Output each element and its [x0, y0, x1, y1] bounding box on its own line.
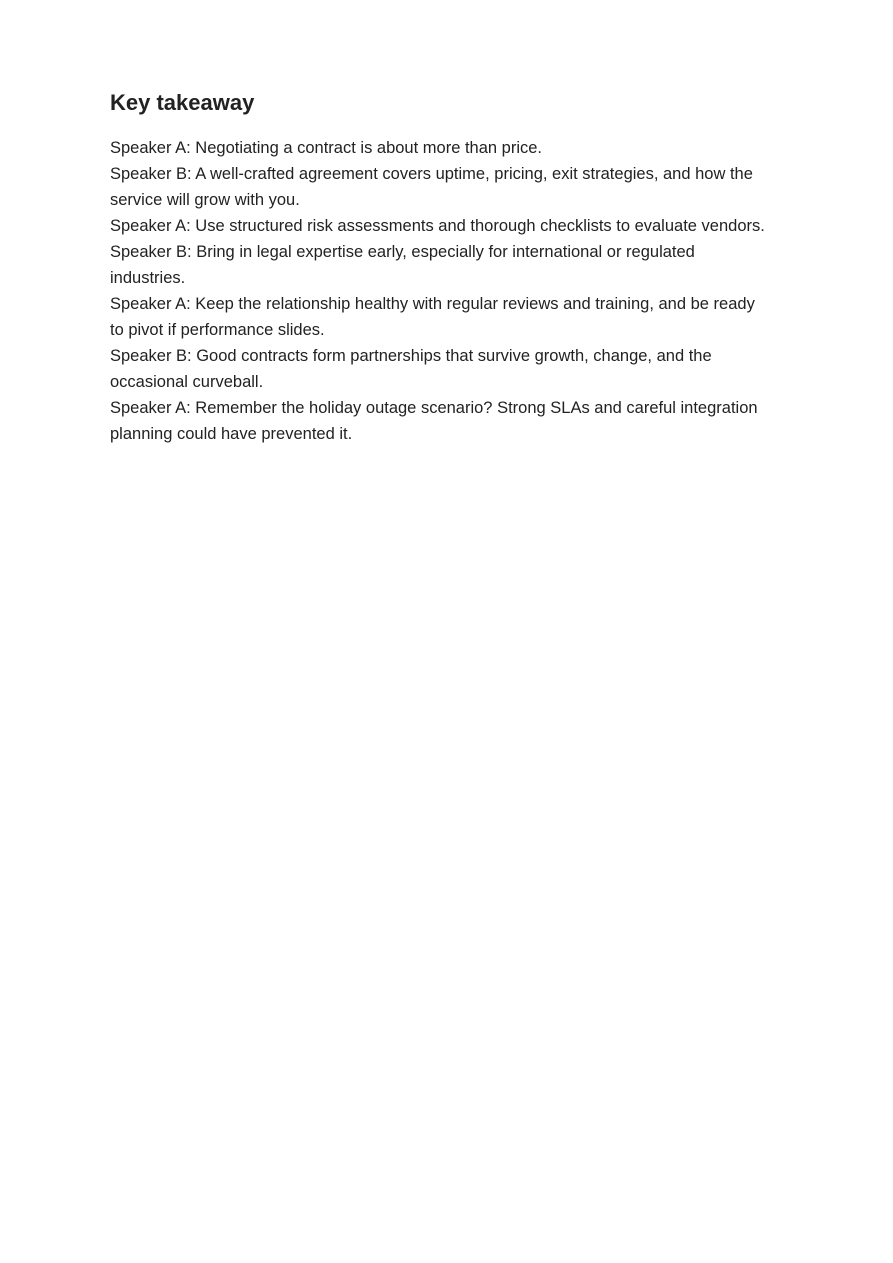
dialogue-line: Speaker A: Use structured risk assessments and thorough checklists to evaluate vendors.: [110, 217, 765, 235]
dialogue-line: Speaker B: Bring in legal expertise early, especially for international or regulated industries.: [110, 243, 695, 287]
dialogue-line: Speaker B: Good contracts form partnerships that survive growth, change, and the occasional curveball.: [110, 347, 712, 391]
document-page: [110, 88, 770, 447]
dialogue-line: Speaker A: Remember the holiday outage scenario? Strong SLAs and careful integration planning could have prevented it.: [110, 399, 758, 443]
dialogue-line: Speaker A: Keep the relationship healthy with regular reviews and training, and be ready to pivot if performance slides.: [110, 295, 755, 339]
dialogue-lines: [110, 135, 770, 447]
page-title: Key takeaway: [110, 90, 255, 115]
dialogue-line: Speaker B: A well-crafted agreement covers uptime, pricing, exit strategies, and how the service will grow with you.: [110, 165, 753, 209]
dialogue-line: Speaker A: Negotiating a contract is about more than price.: [110, 139, 542, 157]
